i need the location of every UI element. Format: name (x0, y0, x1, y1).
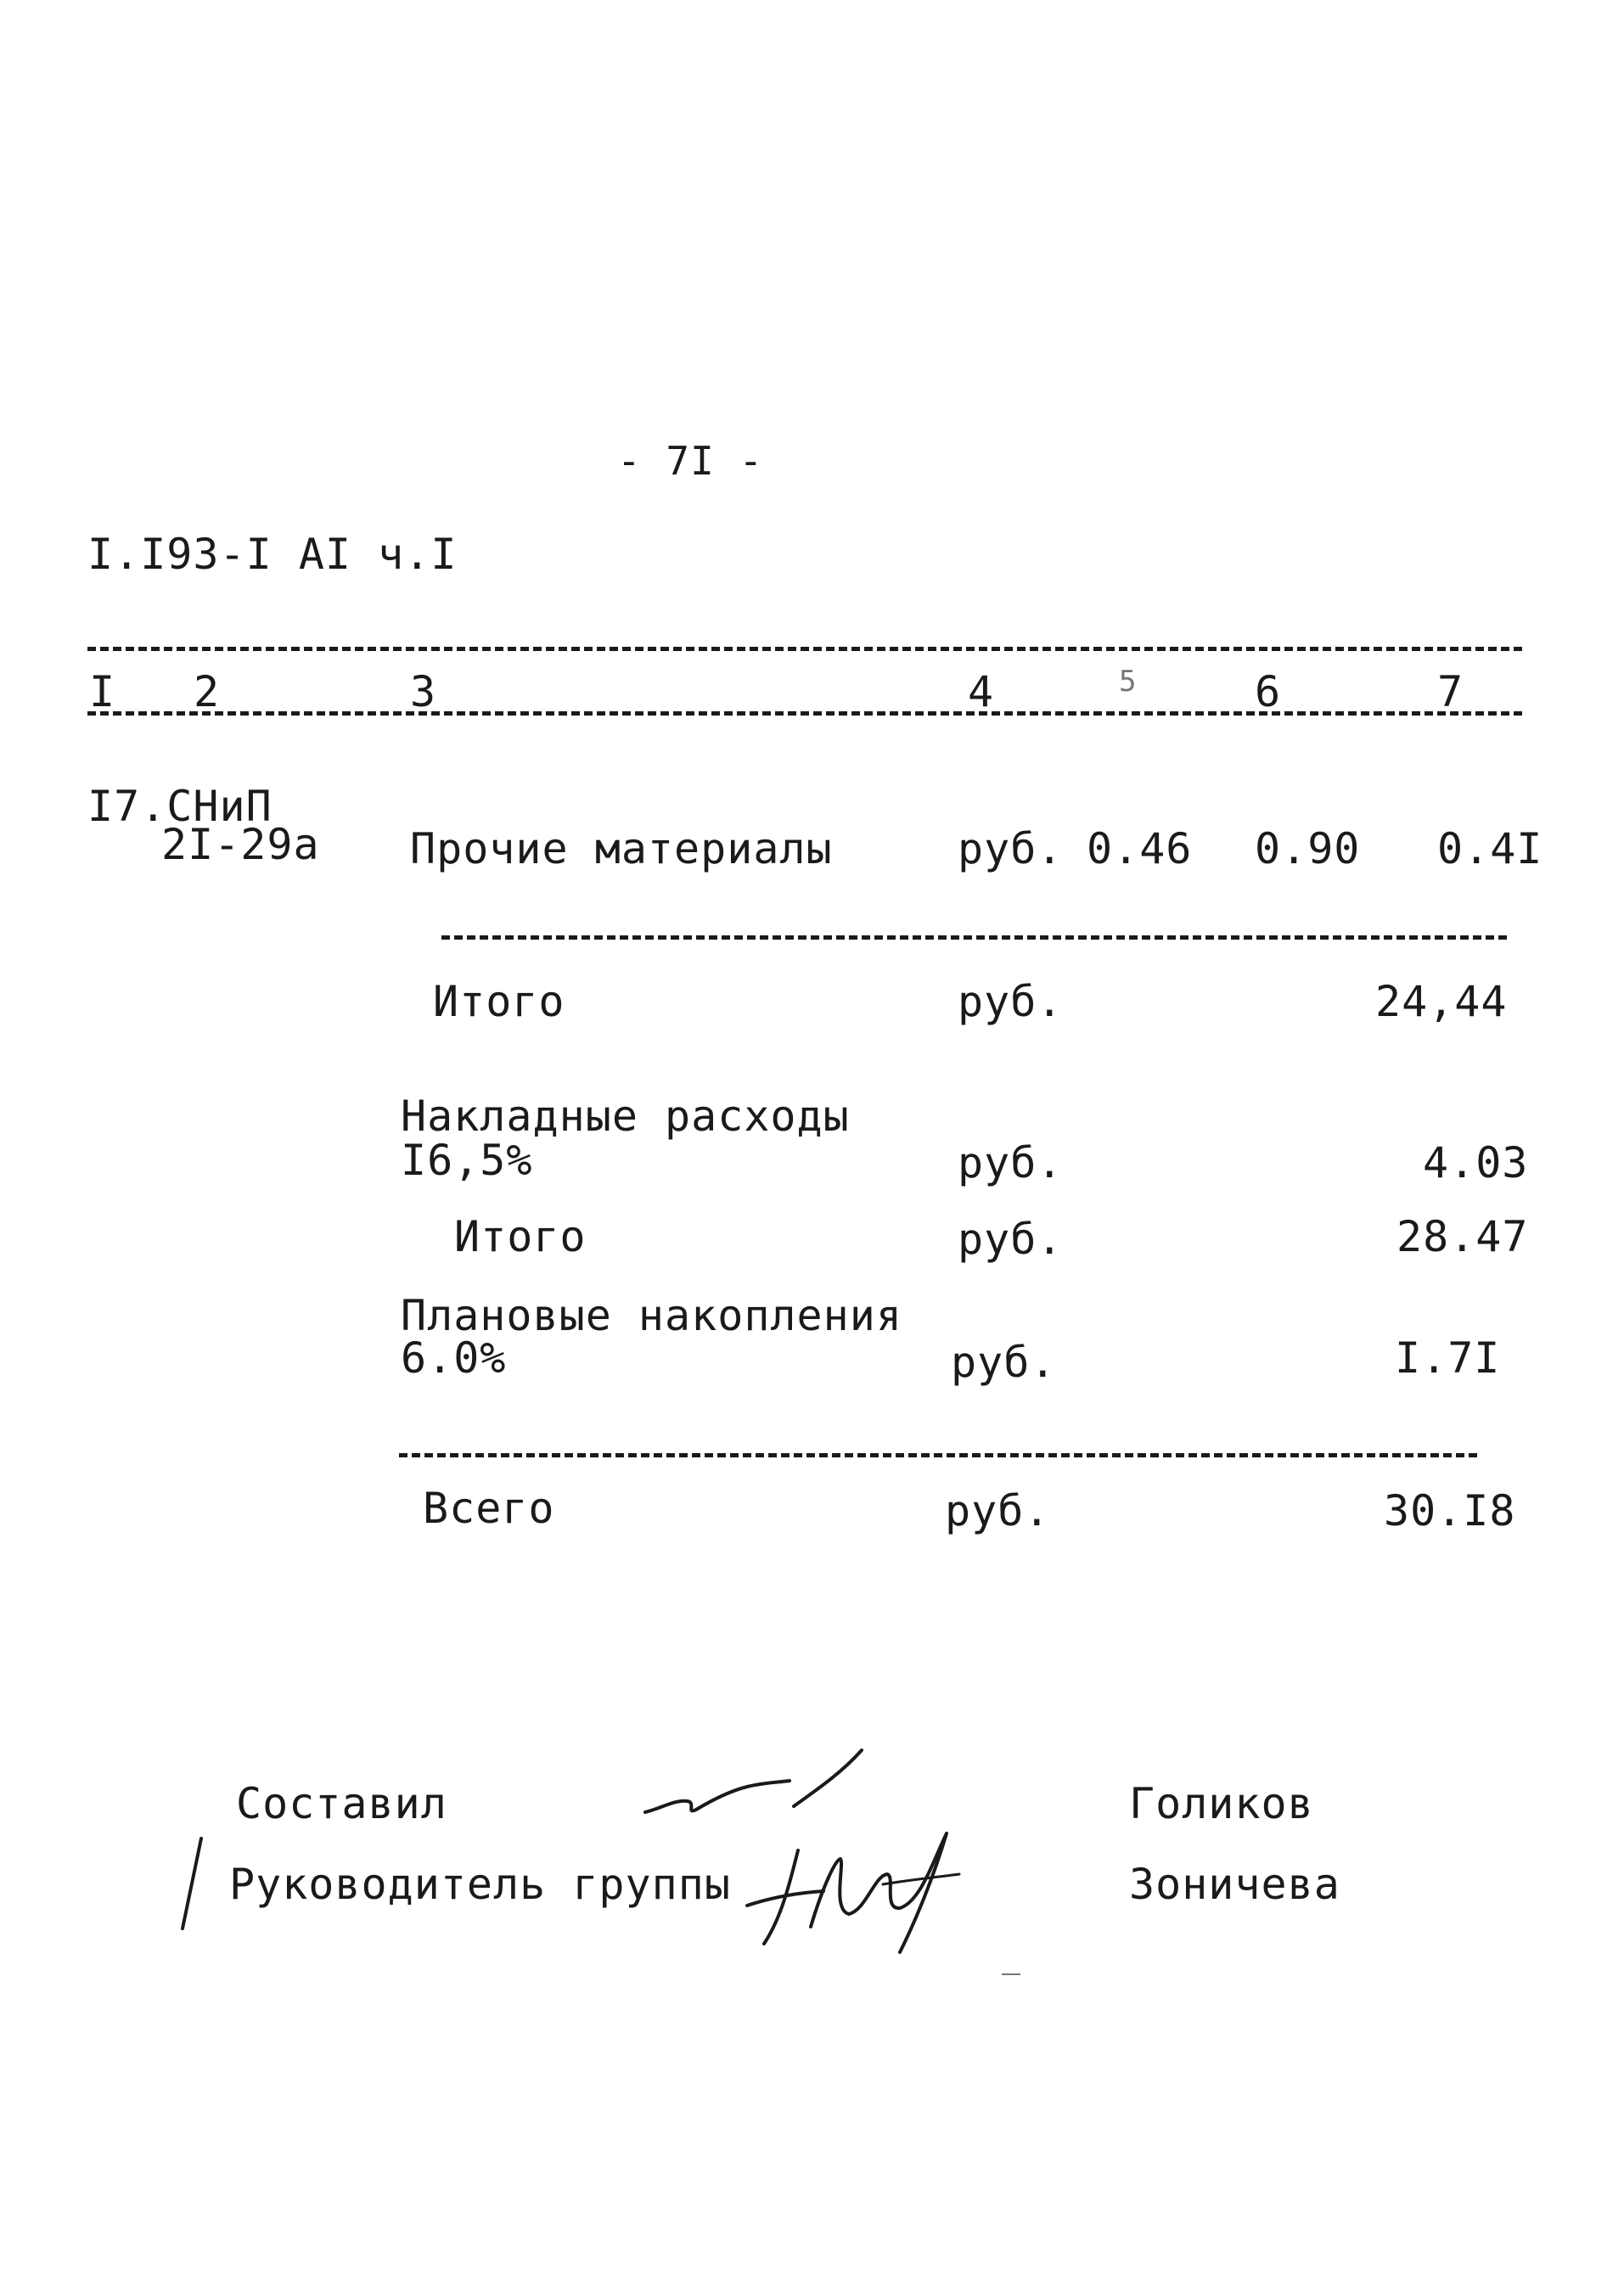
summary-unit: руб. (958, 977, 1064, 1026)
group-head-name: Зоничева (1129, 1860, 1340, 1909)
column-number: 3 (410, 667, 437, 716)
stray-mark (1002, 1973, 1020, 1975)
summary-rate: I6,5% (401, 1136, 533, 1185)
total-rule (399, 1453, 1477, 1457)
column-number: 6 (1255, 667, 1282, 716)
total-unit: руб. (945, 1486, 1051, 1535)
column-number: 7 (1437, 667, 1464, 716)
summary-value: I.7I (1395, 1333, 1501, 1383)
column-number: I (89, 667, 116, 716)
compiled-by-name: Голиков (1129, 1779, 1314, 1828)
summary-label: Итого (433, 977, 565, 1026)
compiled-by-label: Составил (236, 1779, 447, 1828)
item-col6-value: 0.90 (1255, 824, 1361, 873)
group-head-signature (730, 1825, 985, 1961)
summary-label: Итого (454, 1212, 587, 1261)
summary-unit: руб. (958, 1215, 1064, 1264)
item-col7-value: 0.4I (1437, 824, 1543, 873)
total-value: 30.I8 (1384, 1486, 1516, 1535)
page-number: - 7I - (617, 438, 764, 484)
norm-code: I7.СНиП (87, 782, 273, 831)
column-number-rule (87, 711, 1522, 716)
compiled-signature (637, 1740, 874, 1833)
item-col5-value: 0.46 (1087, 824, 1193, 873)
item-name: Прочие материалы (410, 824, 833, 873)
summary-unit: руб. (958, 1138, 1064, 1187)
summary-unit: руб. (951, 1338, 1057, 1387)
table-top-rule (87, 647, 1522, 651)
column-number: 4 (968, 667, 995, 716)
summary-value: 24,44 (1375, 977, 1508, 1026)
summary-value: 4.03 (1423, 1138, 1529, 1187)
total-label: Всего (423, 1484, 555, 1533)
subtotal-rule (441, 935, 1507, 940)
summary-label: Накладные расходы (401, 1092, 850, 1141)
document-code: I.I93-I AI ч.I (87, 530, 458, 579)
norm-code-number: 2I-29а (161, 820, 320, 869)
column-number: 5 (1119, 665, 1138, 699)
item-unit: руб. (958, 824, 1064, 873)
summary-value: 28.47 (1396, 1212, 1529, 1261)
summary-label: Плановые накопления (401, 1291, 902, 1340)
margin-pen-mark (174, 1833, 208, 1935)
summary-rate: 6.0% (401, 1333, 507, 1383)
group-head-label: Руководитель группы (229, 1860, 731, 1909)
column-number: 2 (194, 667, 221, 716)
